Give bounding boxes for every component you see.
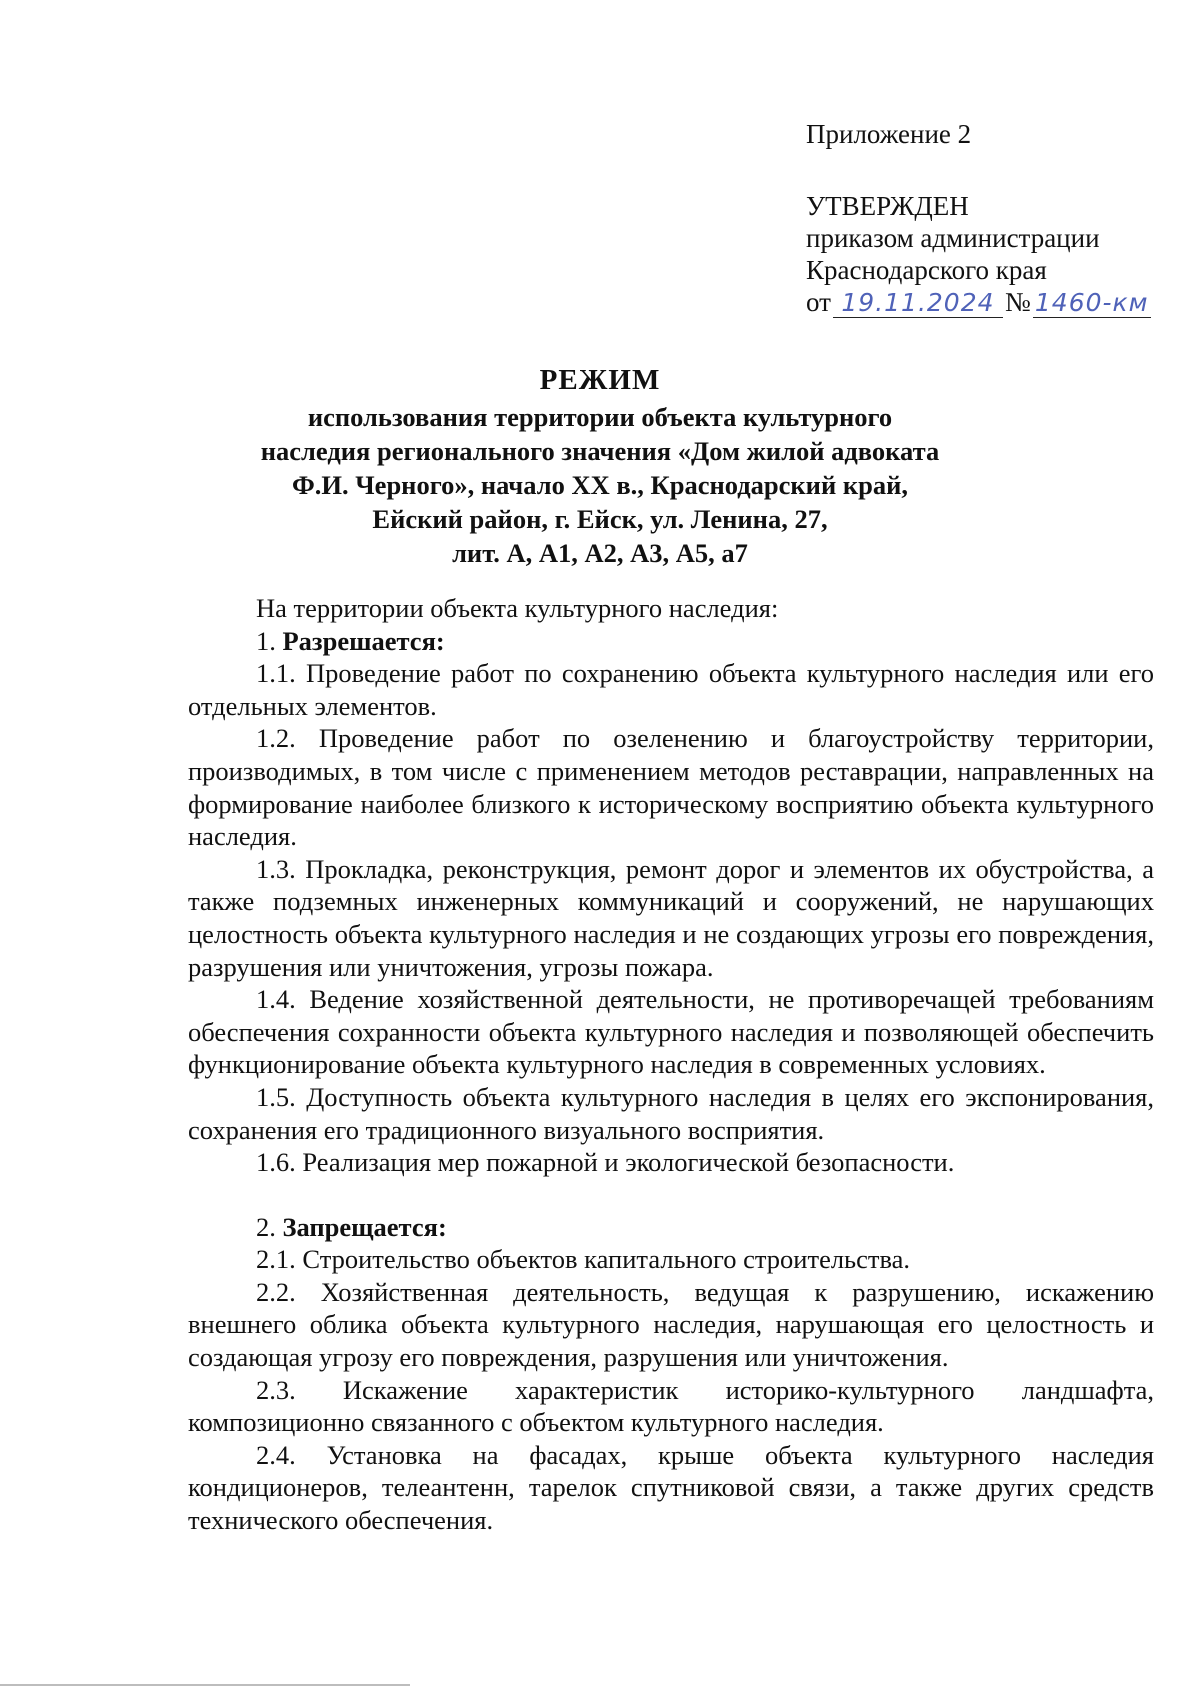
section-heading-text: Запрещается:: [282, 1211, 447, 1242]
title-line: Ейский район, г. Ейск, ул. Ленина, 27,: [372, 504, 828, 534]
clause-2-3: 2.3. Искажение характеристик историко-культурного ландшафта, композиционно связанного с объектом культурного наследия.: [188, 1374, 1154, 1438]
section-1-heading: [188, 625, 1154, 658]
clause-1-2: 1.2. Проведение работ по озеленению и благоустройству территории, производимых, в том числе с применением методов реставрации, направленных на формирование наиболее близкого к историческому восприятию объекта культурного наследия.: [188, 723, 1154, 852]
approved-by-line-2: Краснодарского края: [806, 255, 1047, 285]
section-spacer: [188, 1179, 1154, 1211]
section-number: 1.: [256, 625, 276, 656]
clause-1-4: 1.4. Ведение хозяйственной деятельности, не противоречащей требованиям обеспечения сохранности объекта культурного наследия и позволяющей обеспечить функционирование объекта культурного наследия в современных условиях.: [188, 984, 1154, 1080]
from-label: от: [806, 287, 831, 317]
clause-1-6: 1.6. Реализация мер пожарной и экологической безопасности.: [256, 1147, 955, 1178]
clause-2-4: 2.4. Установка на фасадах, крыше объекта культурного наследия кондиционеров, телеантенн, тарелок спутниковой связи, а также других средств технического обеспечения.: [188, 1439, 1154, 1536]
clause-1-3: 1.3. Прокладка, реконструкция, ремонт дорог и элементов их обустройства, а также подземных инженерных коммуникаций и сооружений, не нарушающих целостность объекта культурного наследия и не создающих угрозы его повреждения, разрушения или уничтожения, угрозы пожара.: [188, 853, 1154, 982]
title-line: использования территории объекта культурного: [307, 402, 893, 432]
approval-block: [806, 118, 1186, 318]
clause-1-5: 1.5. Доступность объекта культурного наследия в целях его экспонирования, сохранения его традиционного визуального восприятия.: [188, 1081, 1154, 1145]
title-line: наследия регионального значения «Дом жилой адвоката: [260, 436, 940, 466]
title-line: лит. А, А1, А2, А3, А5, а7: [452, 538, 748, 568]
handwritten-date: 19.11.2024: [833, 289, 1003, 318]
intro-paragraph: На территории объекта культурного наследия:: [256, 593, 779, 623]
section-heading-text: Разрешается:: [282, 625, 445, 656]
clause-1-1: 1.1. Проведение работ по сохранению объекта культурного наследия или его отдельных элементов.: [188, 658, 1154, 721]
section-number: 2.: [256, 1211, 276, 1242]
section-2-heading: [188, 1211, 1154, 1244]
approved-by-line-1: приказом администрации: [806, 223, 1100, 253]
approved-label: УТВЕРЖДЕН: [806, 191, 969, 221]
appendix-label: Приложение 2: [806, 119, 972, 149]
scan-edge-line: [0, 1684, 410, 1686]
title-line: Ф.И. Черного», начало XX в., Краснодарский край,: [291, 470, 908, 500]
order-date-number-line: [806, 286, 1186, 318]
number-label: №: [1004, 287, 1031, 317]
title-main: РЕЖИМ: [539, 364, 661, 396]
document-body: [188, 592, 1154, 1537]
clause-2-1: 2.1. Строительство объектов капитального строительства.: [256, 1244, 911, 1275]
handwritten-order-number: 1460-км: [1033, 289, 1151, 318]
clause-2-2: 2.2. Хозяйственная деятельность, ведущая к разрушению, искажению внешнего облика объекта культурного наследия, нарушающая его целостность и создающая угрозу его повреждения, разрушения или уничтожения.: [188, 1276, 1154, 1373]
document-title: [190, 362, 1010, 570]
